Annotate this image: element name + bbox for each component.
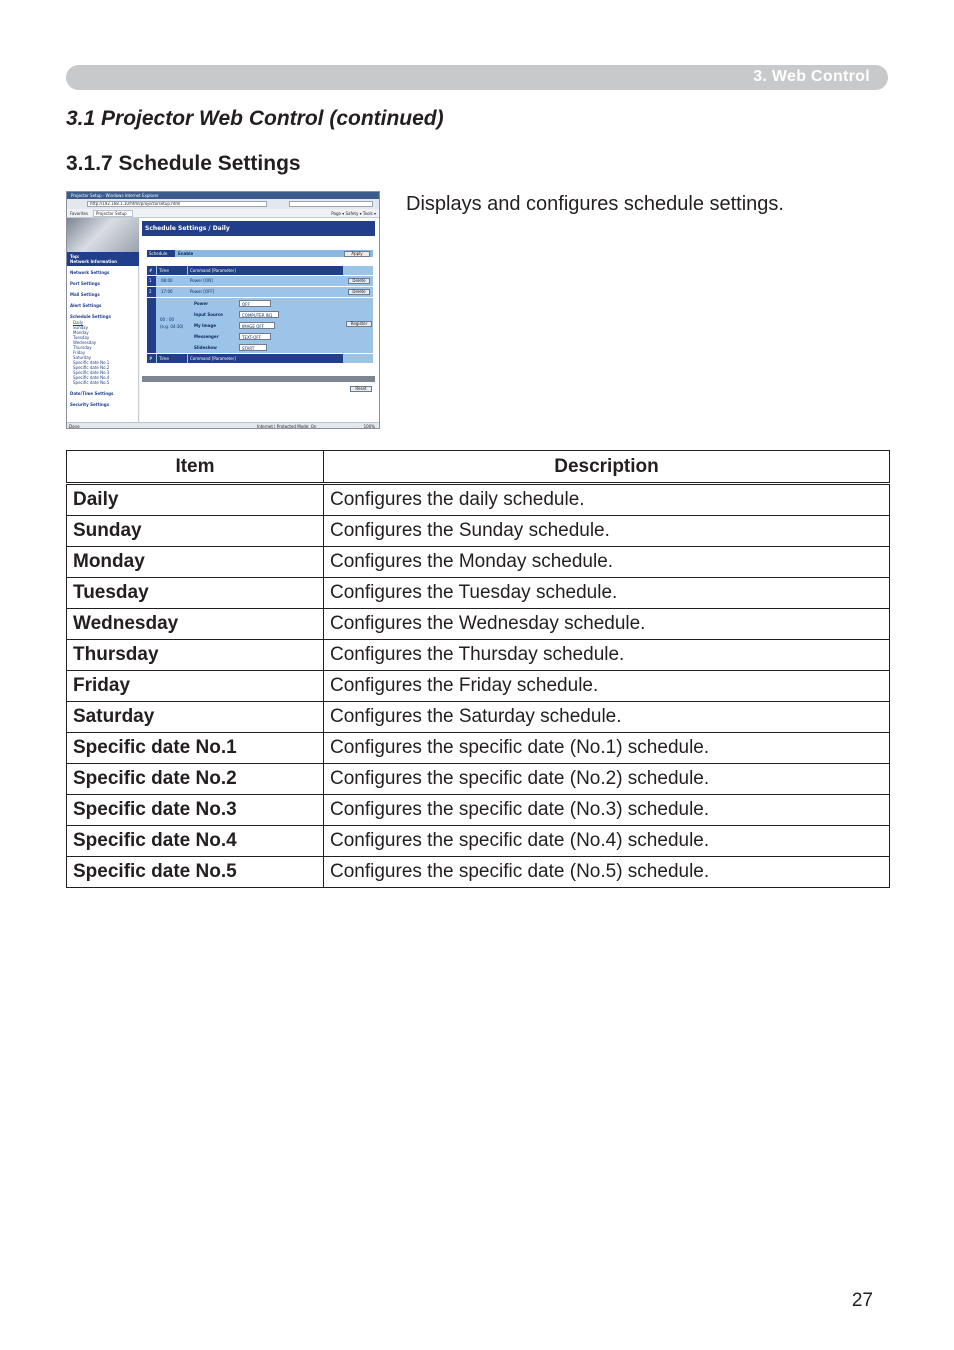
subnav-specific-date-4: Specific date No.4 [73,375,110,380]
subnav-specific-date-3: Specific date No.3 [73,370,110,375]
description-cell: Configures the Wednesday schedule. [324,609,890,640]
item-cell: Sunday [67,516,324,547]
sidebar-top-label: Top: [70,254,80,259]
item-cell: Daily [67,484,324,516]
sidebar-item-security-settings: Security Settings [70,402,109,407]
browser-tab: Projector Setup [93,210,133,217]
description-cell: Configures the specific date (No.2) schedule. [324,764,890,795]
schedule-settings-screenshot [66,191,380,429]
item-cell: Specific date No.4 [67,826,324,857]
sidebar-item-alert-settings: Alert Settings [70,303,102,308]
chapter-header-bar [66,65,888,90]
description-cell: Configures the daily schedule. [324,484,890,516]
table-row [67,609,890,640]
sidebar-item-date-time-settings: Date/Time Settings [70,391,114,396]
subnav-specific-date-1: Specific date No.1 [73,360,110,365]
subnav-saturday: Saturday [73,355,92,360]
sidebar-item-mail-settings: Mail Settings [70,292,100,297]
new-time-inputs: 00 : 00 [160,317,175,322]
table-row [67,516,890,547]
chapter-label: 3. Web Control [753,68,870,85]
browser-search-box [289,201,373,207]
browser-tools: Page ▾ Safety ▾ Tools ▾ [331,211,376,216]
sidebar-top-link [67,252,139,266]
subnav-specific-date-2: Specific date No.2 [73,365,110,370]
col-time: Time [157,354,187,363]
item-cell: Saturday [67,702,324,733]
web-sidebar [67,218,139,422]
description-cell: Configures the Sunday schedule. [324,516,890,547]
subsection-title: 3.1.7 Schedule Settings [66,152,301,175]
table-row [67,826,890,857]
grid-row [147,287,373,297]
browser-favorites-bar [67,209,379,218]
sidebar-item-port-settings: Port Settings [70,281,100,286]
schedule-enable-checkbox: Enable [178,251,194,256]
table-row [67,702,890,733]
option-slideshow: Slideshow [194,345,217,350]
page-heading: Schedule Settings / Daily [142,221,375,236]
page-number: 27 [851,1290,873,1311]
table-header-row [67,451,890,484]
col-num: # [147,266,156,275]
option-my-image-select: IMAGE OFF [239,322,275,329]
new-entry-marker [147,298,156,353]
subnav-friday: Friday [73,350,86,355]
item-cell: Specific date No.1 [67,733,324,764]
subnav-daily: Daily [73,320,84,325]
intro-text: Displays and configures schedule settings. [406,193,784,215]
col-command: Command [Parameter] [188,266,343,275]
subnav-sunday: Sunday [73,325,88,330]
option-input-source: Input Source [194,312,223,317]
item-cell: Friday [67,671,324,702]
reset-button: Reset [350,386,372,392]
description-cell: Configures the specific date (No.4) schedule. [324,826,890,857]
table-row [67,484,890,516]
table-row [67,671,890,702]
option-power: Power [194,301,209,306]
description-cell: Configures the specific date (No.5) schedule. [324,857,890,888]
col-time: Time [157,266,187,275]
browser-status-bar [67,422,379,429]
grid-new-entry [147,298,373,353]
grid-row [147,276,373,286]
col-num: # [147,354,156,363]
schedule-items-table [66,450,890,888]
table-row [67,640,890,671]
row-time: 17:00 [161,289,173,294]
table-row [67,795,890,826]
sidebar-item-network-settings: Network Settings [70,270,110,275]
section-title: 3.1 Projector Web Control (continued) [66,107,444,130]
description-cell: Configures the Saturday schedule. [324,702,890,733]
description-cell: Configures the specific date (No.3) schedule. [324,795,890,826]
web-content [140,218,379,422]
favorites-label: Favorites [70,211,89,216]
schedule-label: Schedule [147,250,175,257]
option-power-select: OFF [239,300,271,307]
delete-button: Delete [348,278,370,284]
row-command: Power [ON] [190,278,213,283]
row-num: 2 [147,287,156,297]
delete-button: Delete [348,289,370,295]
col-command: Command [Parameter] [188,354,343,363]
subnav-tuesday: Tuesday [73,335,90,340]
item-cell: Thursday [67,640,324,671]
url-field: http://192.168.1.10/html/projectorsetup.html [87,201,267,207]
table-row [67,733,890,764]
row-num: 1 [147,276,156,286]
subnav-thursday: Thursday [73,345,92,350]
option-messenger-select: TEXT-OFF [239,333,271,340]
table-row [67,578,890,609]
row-command: Power [OFF] [190,289,215,294]
subnav-wednesday: Wednesday [73,340,97,345]
description-cell: Configures the Monday schedule. [324,547,890,578]
option-slideshow-select: START [239,344,267,351]
description-cell: Configures the Thursday schedule. [324,640,890,671]
header-item: Item [67,451,324,484]
new-time-format: (e.g. 04:30) [160,324,184,329]
item-cell: Wednesday [67,609,324,640]
schedule-enable-row [147,250,373,257]
grid-footer-row [147,354,373,363]
security-zone: Internet | Protected Mode: On [257,424,317,429]
option-messenger: Messenger [194,334,219,339]
option-input-source-select: COMPUTER IN1 [239,311,279,318]
item-cell: Monday [67,547,324,578]
sidebar-top-sublabel: Network Information [70,259,117,264]
header-description: Description [324,451,890,484]
apply-button: Apply [344,251,370,257]
subnav-specific-date-5: Specific date No.5 [73,380,110,385]
item-cell: Specific date No.3 [67,795,324,826]
description-cell: Configures the Tuesday schedule. [324,578,890,609]
sidebar-item-schedule-settings: Schedule Settings [70,314,111,319]
browser-title-bar: Projector Setup - Windows Internet Explorer [67,192,379,199]
table-row [67,764,890,795]
browser-address-bar [67,199,379,209]
item-cell: Specific date No.5 [67,857,324,888]
register-button: Register [346,321,372,327]
grid-header-row [147,266,373,275]
description-cell: Configures the Friday schedule. [324,671,890,702]
item-cell: Specific date No.2 [67,764,324,795]
option-my-image: My Image [194,323,216,328]
description-cell: Configures the specific date (No.1) schedule. [324,733,890,764]
status-text: Done [69,424,80,429]
zoom-level: 100% [363,424,375,429]
table-row [67,547,890,578]
subnav-monday: Monday [73,330,89,335]
table-row [67,857,890,888]
row-time: 08:00 [161,278,173,283]
projector-logo-image [67,218,139,252]
content-divider [142,376,375,382]
item-cell: Tuesday [67,578,324,609]
